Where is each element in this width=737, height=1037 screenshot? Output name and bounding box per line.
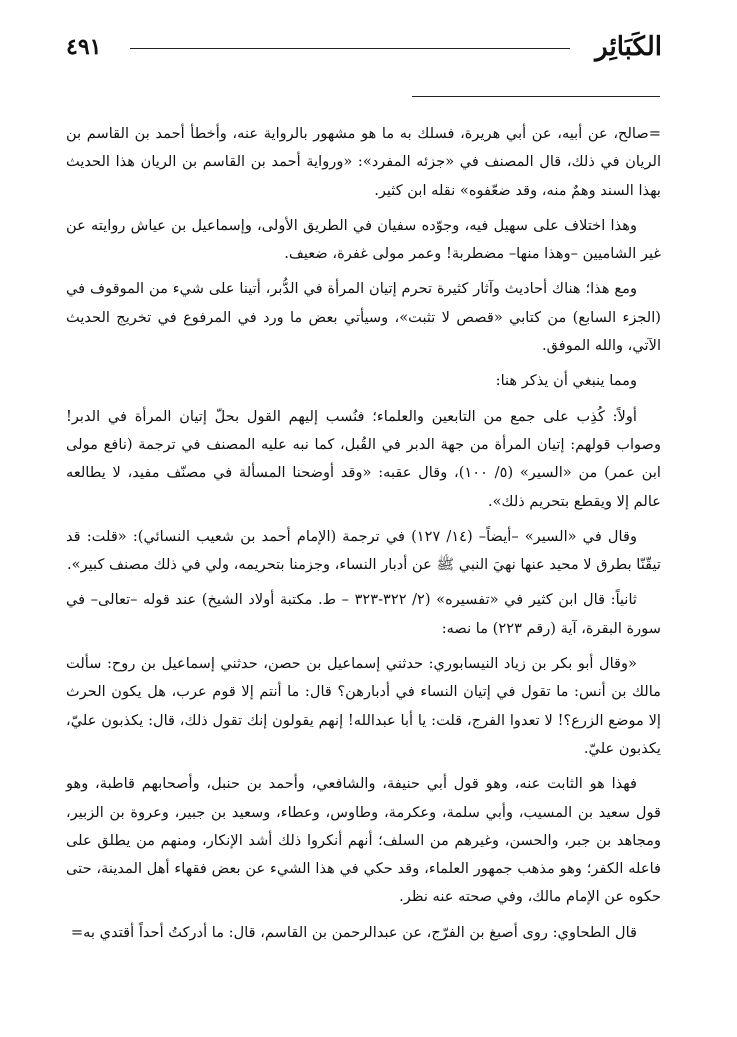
paragraph: ومما ينبغي أن يذكر هنا: [495,372,637,390]
paragraph: فهذا هو الثابت عنه، وهو قول أبي حنيفة، والشافعي، وأحمد بن حنبل، وأصحابهم قاطبة، وهو قول سعيد بن المسيب، وأبي سلمة، وعكرمة، وطاوس، وعطاء، وسعيد بن جبير، وعروة بن الزبير، ومجاهد بن جبر، والحسن، وغيرهم من السلف؛ أنهم أنكروا ذلك أشد الإنكار، ومنهم من يطلق على فاعله الكفر؛ وهو مذهب جمهور العلماء، وقد حكي في هذا الشيء عن بعض فقهاء أهل المدينة، حتى حكوه عن الإمام مالك، وفي صحته عنه نظر. [66,775,661,906]
paragraph: ومع هذا؛ هناك أحاديث وآثار كثيرة تحرم إتيان المرأة في الدُّبر، أتينا على شيء من الموقوف في (الجزء السابع) من كتابي «قصص لا تثبت»، وسيأتي بعض ما ورد في المرفوع في تخريج الحديث الآتي، والله الموفق. [66,280,661,355]
paragraph: قال الطحاوي: روى أصبغ بن الفرّج، عن عبدالرحمن بن القاسم، قال: ما أدركتُ أحداً أقتدي به= [70,923,637,941]
main-text [66,120,661,954]
paragraph: «وقال أبو بكر بن زياد النيسابوري: حدثني إسماعيل بن حصن، حدثني إسماعيل بن روح: سألت مالك بن أنس: ما تقول في إتيان النساء في أدبارهن؟ قال: ما أنتم إلا قوم عرب، هل يكون الحرث إلا موضع الزرع؟! لا تعدوا الفرج، قلت: يا أبا عبدالله! إنهم يقولون إنك تقول ذلك، قال: يكذبون عليّ، يكذبون عليّ. [66,655,661,757]
header-underline [412,96,660,97]
paragraph: وقال في «السير» –أيضاً– (١٤/ ١٢٧) في ترجمة (الإمام أحمد بن شعيب النسائي): «قلت: قد تيقّنّا بطرق لا محيد عنها نهيَ النبي ﷺ عن أدبار النساء، وجزمنا بتحريمه، ولي في ذلك مصنف كبير». [66,527,661,574]
paragraph: ثانياً: قال ابن كثير في «تفسيره» (٢/ ٣٢٢-٣٢٣ – ط. مكتبة أولاد الشيخ) عند قوله –تعالى– في سورة البقرة، آية (رقم ٢٢٣) ما نصه: [66,591,661,637]
header-rule [130,48,570,49]
page-number: ٤٩١ [66,34,102,60]
paragraph: =صالح، عن أبيه، عن أبي هريرة، فسلك به ما هو مشهور بالرواية عنه، وأخطأ أحمد بن القاسم بن الريان في ذلك، قال المصنف في «جزئه المفرد»: «ورواية أحمد بن القاسم بن الريان هذا الحديث بهذا السند وهمٌ منه، وقد ضعّفوه» نقله ابن كثير. [66,125,661,199]
page-header [66,32,662,68]
paragraph: أولاً: كُذِب على جمع من التابعين والعلماء؛ فنُسب إليهم القول بحلّ إتيان المرأة في الدبر! وصواب قولهم: إتيان المرأة من جهة الدبر في القُبل، كما نبه عليه المصنف في ترجمة (نافع مولى ابن عمر) من «السير» (٥/ ١٠٠)، وقال عقبه: «وقد أوضحنا المسألة في مصنّف مفيد، لا يطالعه عالم إلا ويقطع بتحريم ذلك». [66,407,661,510]
book-title: الكَبَائِر [595,32,662,62]
paragraph: وهذا اختلاف على سهيل فيه، وجوّده سفيان في الطريق الأولى، وإسماعيل بن عياش روايته عن غير الشاميين –وهذا منها– مضطربة! وعمر مولى غفرة، ضعيف. [66,216,661,263]
